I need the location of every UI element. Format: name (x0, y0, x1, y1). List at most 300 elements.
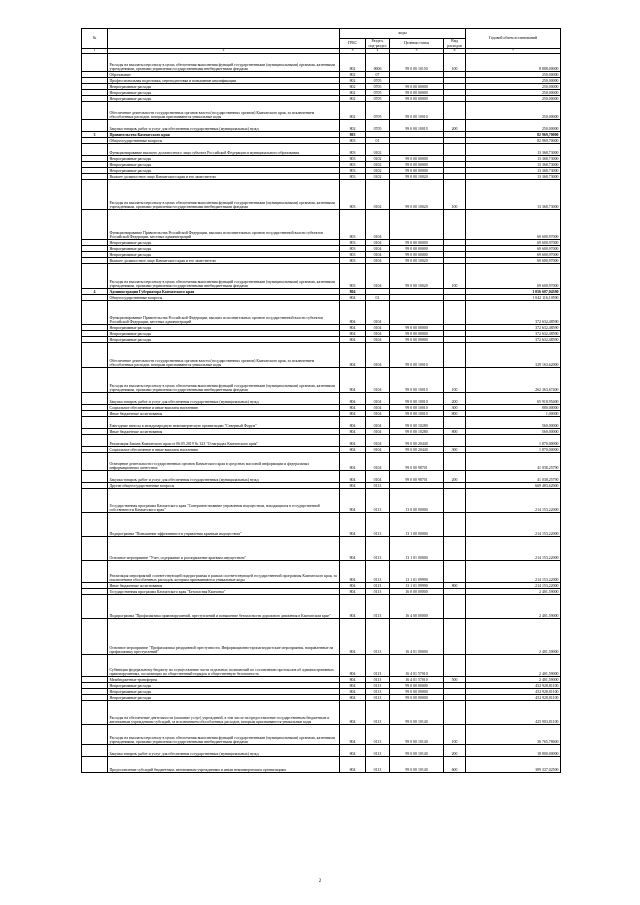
row-razdel: 0113 (366, 689, 390, 695)
row-grbs: 804 (340, 695, 366, 701)
table-row (82, 655, 561, 677)
col-number-5: 5 (390, 49, 444, 54)
row-expense-type: 500 (444, 677, 466, 683)
row-target-article: 99 0 00 00000 (390, 683, 444, 689)
row-name: Закупка товаров, работ и услуг для обеспечения государственных (муниципальных) нужд (108, 745, 340, 757)
row-name: Высшее должностное лицо Камчатского края и его заместители (108, 258, 340, 264)
row-grbs: 804 (340, 589, 366, 595)
row-target-article: 99 0 00 10020 (390, 174, 444, 180)
row-target-article (390, 144, 444, 156)
row-amount: 214 153,22000 (466, 537, 561, 561)
row-amount: 250,00000 (466, 120, 561, 132)
row-target-article: 99 0 00 10010 (390, 120, 444, 132)
row-expense-type (444, 144, 466, 156)
table-row (82, 393, 561, 405)
row-target-article: 99 0 00 00000 (390, 252, 444, 258)
row-target-article (390, 210, 444, 240)
row-razdel: 0705 (366, 78, 390, 84)
row-number (82, 264, 108, 289)
table-row (82, 264, 561, 289)
row-name: Непрограммные расходы (108, 96, 340, 102)
row-number (82, 210, 108, 240)
row-amount: 250,00000 (466, 84, 561, 90)
row-target-article: 99 0 00 00000 (390, 240, 444, 246)
row-expense-type (444, 701, 466, 725)
row-expense-type: 300 (444, 405, 466, 411)
row-name: Социальное обеспечение и иные выплаты населению (108, 447, 340, 453)
row-razdel: 0113 (366, 537, 390, 561)
row-amount: 69 600,97000 (466, 258, 561, 264)
row-amount: 18 800,00000 (466, 745, 561, 757)
row-razdel: 0104 (366, 210, 390, 240)
row-name: Обеспечение деятельности государственных органов власти (государственных органов) Камчатского края, за исключением обособленных расходов, которым присваиваются уникальные коды (108, 343, 340, 368)
row-name: Функционирование Правительства Российской Федерации, высших исполнительных органов государственной власти субъектов Российской Федерации, местных администраций (108, 210, 340, 240)
row-grbs: 802 (340, 54, 366, 72)
row-amount: 1 056 607,04590 (466, 289, 561, 295)
row-grbs: 804 (340, 393, 366, 405)
row-razdel: 0104 (366, 343, 390, 368)
table-row (82, 619, 561, 655)
row-grbs: 804 (340, 655, 366, 677)
row-name: Высшее должностное лицо Камчатского края и его заместители (108, 174, 340, 180)
row-grbs: 804 (340, 701, 366, 725)
row-name: Непрограммные расходы (108, 325, 340, 331)
row-expense-type (444, 561, 466, 583)
row-name: Непрограммные расходы (108, 90, 340, 96)
table-row (82, 120, 561, 132)
row-expense-type (444, 619, 466, 655)
col-number-3: 3 (340, 49, 366, 54)
row-grbs: 804 (340, 745, 366, 757)
row-grbs: 804 (340, 677, 366, 683)
row-amount: 389 337,02500 (466, 757, 561, 773)
row-name: Расходы на выплаты персоналу в целях обеспечения выполнения функций государственными (муниципальными) органами, казенными учреждениями, органами управления государственными внебюджетными фондами (108, 725, 340, 745)
row-expense-type: 800 (444, 411, 466, 417)
row-number (82, 301, 108, 325)
row-razdel: 0104 (366, 337, 390, 343)
row-razdel: 0104 (366, 411, 390, 417)
row-grbs: 802 (340, 102, 366, 120)
row-razdel: 0102 (366, 174, 390, 180)
header-row-top (82, 29, 561, 39)
row-name: Иные бюджетные ассигнования (108, 583, 340, 589)
row-grbs: 804 (340, 343, 366, 368)
row-target-article: 99 0 00 10020 (390, 180, 444, 210)
row-target-article: 99 0 00 10010 (390, 393, 444, 405)
row-grbs: 802 (340, 96, 366, 102)
row-number (82, 489, 108, 513)
row-grbs: 804 (340, 619, 366, 655)
row-amount: 1 042 116,10590 (466, 295, 561, 301)
row-grbs: 803 (340, 258, 366, 264)
row-number (82, 655, 108, 677)
row-razdel: 0705 (366, 102, 390, 120)
row-grbs: 804 (340, 411, 366, 417)
row-name: Расходы на выплаты персоналу в целях обеспечения выполнения функций государственными (муниципальными) органами, казенными учреждениями, органами управления государственными внебюджетными фондами (108, 368, 340, 393)
row-grbs: 804 (340, 435, 366, 447)
row-name: Администрация Губернатора Камчатского края (108, 289, 340, 295)
row-amount: 82 969,70000 (466, 132, 561, 138)
row-grbs: 803 (340, 246, 366, 252)
row-target-article: 99 0 00 00000 (390, 325, 444, 331)
row-name: Непрограммные расходы (108, 683, 340, 689)
row-number (82, 619, 108, 655)
row-target-article: 16 4 00 00000 (390, 595, 444, 619)
row-grbs: 802 (340, 72, 366, 78)
table-row (82, 489, 561, 513)
row-amount: 250,00000 (466, 78, 561, 84)
row-name: Субвенции федеральному бюджету на осуществление части отдельных полномочий по составлению протоколов об административных правонарушениях, посягающих на общественный порядок и общественную безопасность (108, 655, 340, 677)
row-target-article: 99 0 00 00000 (390, 156, 444, 162)
row-amount: 8 888,00000 (466, 54, 561, 72)
row-amount: 880,00000 (466, 405, 561, 411)
row-razdel: 01 (366, 295, 390, 301)
row-razdel: 0102 (366, 180, 390, 210)
row-expense-type: 100 (444, 264, 466, 289)
row-amount: 1 870,00000 (466, 435, 561, 447)
row-expense-type: 600 (444, 757, 466, 773)
row-razdel: 0113 (366, 489, 390, 513)
row-amount: 13 368,73000 (466, 180, 561, 210)
table-row (82, 417, 561, 429)
table-row (82, 513, 561, 537)
col-number-1: 1 (82, 49, 108, 54)
row-amount: 13 368,73000 (466, 168, 561, 174)
row-number (82, 595, 108, 619)
row-expense-type: 800 (444, 583, 466, 589)
row-razdel: 0104 (366, 301, 390, 325)
row-expense-type: 200 (444, 393, 466, 405)
row-target-article: 99 0 00 00000 (390, 695, 444, 701)
row-target-article: 99 0 00 10140 (390, 701, 444, 725)
row-name: Правительство Камчатского края (108, 132, 340, 138)
row-target-article: 99 0 00 98701 (390, 453, 444, 471)
row-razdel: 0113 (366, 725, 390, 745)
row-target-article: 99 0 00 10010 (390, 405, 444, 411)
row-razdel: 0104 (366, 435, 390, 447)
row-grbs: 803 (340, 162, 366, 168)
row-amount: 2 401,59000 (466, 677, 561, 683)
row-amount: 452 928,81100 (466, 689, 561, 695)
row-razdel: 0705 (366, 120, 390, 132)
row-expense-type (444, 102, 466, 120)
row-razdel: 0104 (366, 393, 390, 405)
row-target-article: 99 0 00 10150 (390, 54, 444, 72)
row-number: 3 (82, 132, 108, 138)
row-grbs: 804 (340, 689, 366, 695)
row-grbs: 804 (340, 537, 366, 561)
row-name: Непрограммные расходы (108, 695, 340, 701)
row-razdel: 0606 (366, 54, 390, 72)
row-grbs: 804 (340, 561, 366, 583)
row-target-article: 99 0 00 20440 (390, 435, 444, 447)
row-razdel: 0705 (366, 90, 390, 96)
row-amount: 214 153,22000 (466, 513, 561, 537)
row-amount: 1,00000 (466, 411, 561, 417)
row-name: Профессиональная подготовка, переподготовка и повышение квалификации (108, 78, 340, 84)
row-amount: 250,00000 (466, 90, 561, 96)
header-expense-type: Вид расходов (444, 39, 466, 49)
row-target-article: 99 0 00 00000 (390, 246, 444, 252)
row-number (82, 417, 108, 429)
row-name: Общегосударственные вопросы (108, 138, 340, 144)
row-grbs: 803 (340, 210, 366, 240)
row-razdel: 0705 (366, 96, 390, 102)
row-razdel: 0104 (366, 331, 390, 337)
row-amount: 372 632,48590 (466, 331, 561, 337)
header-num: № (82, 29, 108, 49)
row-number (82, 393, 108, 405)
row-number (82, 54, 108, 72)
row-expense-type (444, 301, 466, 325)
row-name: Межбюджетные трансферты (108, 677, 340, 683)
row-target-article: 99 0 00 10010 (390, 102, 444, 120)
row-number (82, 368, 108, 393)
row-grbs: 803 (340, 264, 366, 289)
row-target-article: 99 0 00 10140 (390, 757, 444, 773)
row-grbs: 804 (340, 725, 366, 745)
row-grbs: 804 (340, 683, 366, 689)
row-expense-type (444, 343, 466, 368)
header-name (108, 29, 340, 49)
row-number (82, 120, 108, 132)
row-expense-type (444, 210, 466, 240)
row-grbs: 804 (340, 325, 366, 331)
row-target-article: 16 4 01 57010 (390, 655, 444, 677)
row-grbs: 802 (340, 78, 366, 84)
row-amount: 13 368,73000 (466, 156, 561, 162)
row-name: Общегосударственные вопросы (108, 295, 340, 301)
row-razdel: 0104 (366, 471, 390, 483)
row-amount: 65 918,95400 (466, 393, 561, 405)
row-name: Непрограммные расходы (108, 162, 340, 168)
row-target-article: 99 0 00 00000 (390, 331, 444, 337)
row-razdel: 0104 (366, 368, 390, 393)
row-razdel: 0113 (366, 583, 390, 589)
table-row (82, 435, 561, 447)
row-amount: 69 600,97000 (466, 264, 561, 289)
row-name: Функционирование высшего должностного лица субъекта Российской Федерации и муниципального образования (108, 144, 340, 156)
row-name: Реализация мероприятий соответствующей подпрограммы в рамках соответствующей государственной программы Камчатского края, за исключением обособленных расходов, которым присваиваются уникальные коды (108, 561, 340, 583)
row-grbs: 804 (340, 471, 366, 483)
table-row (82, 301, 561, 325)
row-name: Иные бюджетные ассигнования (108, 429, 340, 435)
row-number (82, 435, 108, 447)
row-target-article: 99 0 00 10020 (390, 258, 444, 264)
row-name: Функционирование Правительства Российской Федерации, высших исполнительных органов государственной власти субъектов Российской Федерации, местных администраций (108, 301, 340, 325)
row-expense-type: 200 (444, 120, 466, 132)
row-razdel: 0113 (366, 589, 390, 595)
row-grbs: 804 (340, 757, 366, 773)
table-row (82, 180, 561, 210)
row-amount: 69 600,97000 (466, 252, 561, 258)
row-target-article: 13 1 00 00000 (390, 513, 444, 537)
row-grbs: 804 (340, 429, 366, 435)
row-name: Подпрограмма "Профилактика правонарушений, преступлений и повышение безопасности дорожного движения в Камчатском крае" (108, 595, 340, 619)
row-expense-type: 200 (444, 471, 466, 483)
row-expense-type (444, 513, 466, 537)
table-row (82, 453, 561, 471)
row-number (82, 471, 108, 483)
row-amount: 452 928,81100 (466, 695, 561, 701)
row-razdel: 0113 (366, 655, 390, 677)
row-number (82, 757, 108, 773)
row-amount: 13 368,73000 (466, 144, 561, 156)
row-amount: 2 401,59000 (466, 589, 561, 595)
row-target-article: 99 0 00 20440 (390, 447, 444, 453)
row-name: Расходы на обеспечение деятельности (оказание услуг) учреждений, в том числе на предоставление государственным бюджетным и автономным учреждениям субсидий, за исключением обособленных расходов, которым присваиваются уникальные коды (108, 701, 340, 725)
row-razdel: 0102 (366, 162, 390, 168)
table-row (82, 701, 561, 725)
row-amount: 262 363,67400 (466, 368, 561, 393)
row-grbs: 804 (340, 447, 366, 453)
row-grbs: 803 (340, 174, 366, 180)
row-expense-type: 100 (444, 368, 466, 393)
row-target-article: 16 4 01 57010 (390, 677, 444, 683)
row-expense-type: 100 (444, 180, 466, 210)
row-name: Государственная программа Камчатского края "Безопасная Камчатка" (108, 589, 340, 595)
row-razdel: 0104 (366, 325, 390, 331)
row-razdel: 0113 (366, 745, 390, 757)
row-razdel: 0113 (366, 483, 390, 489)
row-grbs: 802 (340, 120, 366, 132)
row-amount: 2 401,59000 (466, 655, 561, 677)
row-name: Непрограммные расходы (108, 252, 340, 258)
row-grbs: 803 (340, 132, 366, 138)
header-razdel: Раздел, под-раздел (366, 39, 390, 49)
row-expense-type: 100 (444, 725, 466, 745)
row-razdel: 0104 (366, 453, 390, 471)
row-expense-type (444, 595, 466, 619)
table-row (82, 537, 561, 561)
row-name: Непрограммные расходы (108, 168, 340, 174)
row-expense-type: 300 (444, 447, 466, 453)
table-row (82, 54, 561, 72)
row-grbs: 804 (340, 295, 366, 301)
header-grbs: ГРБС (340, 39, 366, 49)
table-row (82, 368, 561, 393)
row-grbs: 804 (340, 331, 366, 337)
table-row (82, 757, 561, 773)
row-name: Другие общегосударственные вопросы (108, 483, 340, 489)
row-grbs: 804 (340, 301, 366, 325)
row-number (82, 180, 108, 210)
row-razdel: 0113 (366, 695, 390, 701)
row-razdel: 0104 (366, 240, 390, 246)
row-razdel: 0104 (366, 264, 390, 289)
row-amount: 41 038,25790 (466, 453, 561, 471)
row-grbs: 804 (340, 405, 366, 411)
row-expense-type (444, 453, 466, 471)
row-amount: 560,00000 (466, 429, 561, 435)
row-grbs: 802 (340, 84, 366, 90)
row-amount: 69 600,97000 (466, 240, 561, 246)
row-razdel: 0104 (366, 258, 390, 264)
row-name: Основное мероприятие "Профилактика рецидивной преступности. Информационно-пропагандистские мероприятия, направленные на профилактику преступлений" (108, 619, 340, 655)
col-number-6: 6 (444, 49, 466, 54)
row-number (82, 561, 108, 583)
row-name: Непрограммные расходы (108, 337, 340, 343)
row-amount: 82 969,70000 (466, 138, 561, 144)
row-target-article: 99 0 00 10280 (390, 429, 444, 435)
row-name: Ежегодные взносы в международную некоммерческую организацию "Северный Форум" (108, 417, 340, 429)
row-razdel: 07 (366, 72, 390, 78)
row-target-article: 99 0 00 00000 (390, 337, 444, 343)
row-amount: 41 038,25790 (466, 471, 561, 483)
col-number-4: 4 (366, 49, 390, 54)
row-name: Непрограммные расходы (108, 240, 340, 246)
row-target-article: 99 0 00 10140 (390, 745, 444, 757)
row-amount: 250,00000 (466, 96, 561, 102)
row-target-article: 99 0 00 00000 (390, 90, 444, 96)
row-grbs: 804 (340, 489, 366, 513)
row-grbs: 803 (340, 252, 366, 258)
row-target-article: 16 0 00 00000 (390, 589, 444, 595)
table-row (82, 343, 561, 368)
row-number (82, 745, 108, 757)
row-expense-type (444, 537, 466, 561)
row-target-article: 13 1 01 00000 (390, 537, 444, 561)
row-name: Образование (108, 72, 340, 78)
row-amount: 250,00000 (466, 102, 561, 120)
row-number (82, 701, 108, 725)
header-sum: Годовой объем ассигнований (466, 29, 561, 49)
row-target-article: 13 0 00 00000 (390, 489, 444, 513)
row-amount: 214 153,22000 (466, 561, 561, 583)
budget-rows (82, 54, 561, 773)
row-name: Непрограммные расходы (108, 689, 340, 695)
row-name: Предоставление субсидий бюджетным, автономным учреждениям и иным некоммерческим организациям (108, 757, 340, 773)
row-number (82, 453, 108, 471)
row-amount: 13 368,73000 (466, 174, 561, 180)
row-number (82, 537, 108, 561)
row-razdel: 0113 (366, 683, 390, 689)
row-target-article: 99 0 00 10010 (390, 343, 444, 368)
row-name: Государственная программа Камчатского края "Совершенствование управления имуществом, находящимся в государственной собственности Камчатского края" (108, 489, 340, 513)
row-expense-type (444, 489, 466, 513)
row-amount: 372 632,48590 (466, 325, 561, 331)
row-amount: 250,00000 (466, 72, 561, 78)
row-grbs: 804 (340, 289, 366, 295)
row-target-article: 99 0 00 10010 (390, 411, 444, 417)
row-amount: 36 765,78600 (466, 725, 561, 745)
row-razdel: 0104 (366, 405, 390, 411)
row-name: Расходы на выплаты персоналу в целях обеспечения выполнения функций государственными (муниципальными) органами, казенными учреждениями, органами управления государственными внебюджетными фондами (108, 264, 340, 289)
row-target-article: 99 0 00 00000 (390, 96, 444, 102)
header-target-article: Целевая статья (390, 39, 444, 49)
row-expense-type (444, 655, 466, 677)
row-razdel: 0113 (366, 757, 390, 773)
row-number (82, 343, 108, 368)
row-amount: 329 163,62000 (466, 343, 561, 368)
row-razdel: 0102 (366, 156, 390, 162)
row-name: Расходы на выплаты персоналу в целях обеспечения выполнения функций государственными (муниципальными) органами, казенными учреждениями, органами управления государственными внебюджетными фондами (108, 54, 340, 72)
row-grbs: 804 (340, 453, 366, 471)
row-razdel: 0113 (366, 561, 390, 583)
col-number-2: 2 (108, 49, 340, 54)
row-name: Закупка товаров, работ и услуг для обеспечения государственных (муниципальных) нужд (108, 393, 340, 405)
row-razdel: 0104 (366, 417, 390, 429)
row-name: Непрограммные расходы (108, 156, 340, 162)
row-razdel: 0104 (366, 246, 390, 252)
row-target-article: 99 0 00 00000 (390, 168, 444, 174)
table-row (82, 210, 561, 240)
row-number (82, 102, 108, 120)
row-expense-type: 100 (444, 54, 466, 72)
row-grbs: 802 (340, 90, 366, 96)
row-amount: 214 153,22000 (466, 489, 561, 513)
row-razdel: 0104 (366, 447, 390, 453)
